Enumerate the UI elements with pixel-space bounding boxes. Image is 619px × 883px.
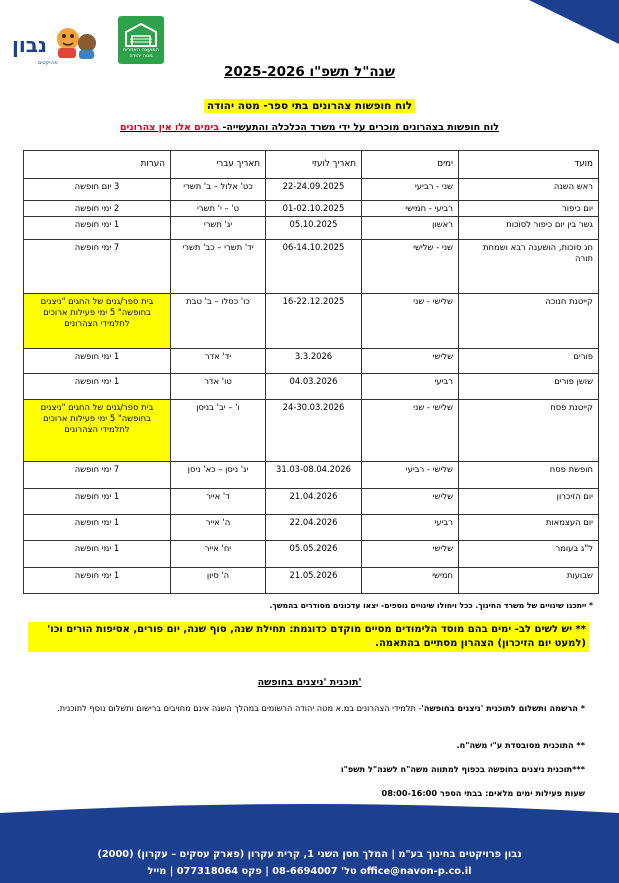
header-hebrew-date: תאריך עברי: [171, 151, 266, 179]
cell-date: 24-30.03.2026: [266, 400, 362, 462]
cell-notes: 7 ימי חופשה: [24, 240, 171, 294]
cell-occasion: קייטנת חנוכה: [459, 294, 599, 349]
subhead-red-text: בימים אלו אין צהרונים: [119, 122, 220, 133]
vacation-table: [23, 150, 599, 594]
cell-hebrew-date: ט' – י' תשרי: [171, 201, 266, 217]
cell-notes: 1 ימי חופשה: [24, 217, 171, 240]
cell-hebrew-date: טו' אדר: [171, 374, 266, 400]
header-notes: הערות: [24, 151, 171, 179]
cell-date: 31.03-08.04.2026: [266, 462, 362, 489]
subhead-text: לוח חופשות בצהרונים מוכרים על ידי משרד הכלכלה והתעשייה-: [219, 122, 500, 133]
table-row: [24, 400, 599, 462]
table-row: [24, 541, 599, 568]
table-header-row: [24, 151, 599, 179]
cell-notes: 1 ימי חופשה: [24, 374, 171, 400]
svg-text:נבון: נבון: [12, 33, 47, 57]
cell-date: 21.04.2026: [266, 489, 362, 515]
cell-notes: 1 ימי חופשה: [24, 349, 171, 374]
cell-date: 04.03.2026: [266, 374, 362, 400]
cell-date: 06-14.10.2025: [266, 240, 362, 294]
program-subsidy: ** התוכנית מסובסדת ע"י משה"ח.: [456, 740, 585, 750]
cell-hebrew-date: ה' אייר: [171, 515, 266, 541]
header-occasion: מועד: [459, 151, 599, 179]
cell-occasion: גשר בין יום כיפור לסוכות: [459, 217, 599, 240]
program-framework: ***תוכנית ניצנים בחופשה בכפוף למתווה משה"ח לשנה"ל תשפ"ו: [340, 764, 585, 774]
table-row: [24, 217, 599, 240]
cell-hebrew-date: יג' תשרי: [171, 217, 266, 240]
note-changes: * ייתכנו שינויים של משרד החינוך. ככל ויחולו שינויים נוספים- יצאו עדכונים מסודרים בהמשך.: [269, 601, 593, 610]
cell-occasion: ל"ג בעומר: [459, 541, 599, 568]
cell-occasion: ראש השנה: [459, 179, 599, 201]
cell-occasion: יום הזיכרון: [459, 489, 599, 515]
cell-hebrew-date: כט' אלול – ב' תשרי: [171, 179, 266, 201]
subtitle: [0, 94, 619, 113]
cell-occasion: יום העצמאות: [459, 515, 599, 541]
cell-notes: 7 ימי חופשה: [24, 462, 171, 489]
table-row: [24, 515, 599, 541]
footer-contact: טל' 08-6694007 | פקס 077318064 | מייל office@navon-p.co.il: [147, 866, 472, 877]
cell-occasion: חופשת פסח: [459, 462, 599, 489]
cell-occasion: יום כיפור: [459, 201, 599, 217]
header-date: תאריך לועזי: [266, 151, 362, 179]
cell-notes: 1 ימי חופשה: [24, 568, 171, 594]
table-row: [24, 568, 599, 594]
cell-date: 22-24.09.2025: [266, 179, 362, 201]
svg-text:פרויקטים: פרויקטים: [38, 60, 58, 66]
cell-date: 05.05.2026: [266, 541, 362, 568]
footer-address: נבון פרויקטים בחינוך בע"מ | המלך חסן השני 1, קרית עקרון (פארק עסקים – עקרון) (2000): [97, 849, 522, 860]
cell-days: רביעי: [362, 515, 459, 541]
cell-days: שלישי: [362, 489, 459, 515]
cell-hebrew-date: ו' – יב' בניסן: [171, 400, 266, 462]
table-row: [24, 462, 599, 489]
cell-occasion: קייטנת פסח: [459, 400, 599, 462]
cell-hebrew-date: יד' תשרי – כב' תשרי: [171, 240, 266, 294]
table-row: [24, 349, 599, 374]
cell-notes: 3 יום חופשה: [24, 179, 171, 201]
cell-days: שלישי - שני: [362, 294, 459, 349]
cell-date: 05.10.2025: [266, 217, 362, 240]
cell-notes: 1 ימי חופשה: [24, 541, 171, 568]
cell-notes: 1 ימי חופשה: [24, 515, 171, 541]
cell-days: שלישי: [362, 541, 459, 568]
note-early-finish: ** יש לשים לב- ימים בהם מוסד הלימודים מסיים מוקדם כדוגמת: תחילת שנה, סוף שנה, יום פורים, אסיפות הורים וכו' (למעט יום הזיכרון) הצהרון מסתיים בהתאמה.: [28, 622, 589, 652]
subhead: [0, 122, 619, 133]
table-body: [24, 179, 599, 594]
cell-days: שני - רביעי: [362, 179, 459, 201]
cell-date: 16-22.12.2025: [266, 294, 362, 349]
header-days: ימים: [362, 151, 459, 179]
cell-occasion: פורים: [459, 349, 599, 374]
program-registration-text: - תלמידי הצהרונים במ.א מטה יהודה הרשומים במהלך השנה אינם מחויבים ברישום ותשלום נוסף לתוכנית.: [57, 703, 422, 713]
cell-days: חמישי: [362, 568, 459, 594]
table-row: [24, 374, 599, 400]
cell-notes: בית ספר/גנים של החגים "ניצנים בחופשה" 5 ימי פעילות ארוכים לתלמידי הצהרונים: [24, 294, 171, 349]
cell-days: רביעי - חמישי: [362, 201, 459, 217]
subtitle-text: לוח חופשות צהרונים בתי ספר- מטה יהודה: [204, 99, 415, 113]
cell-days: ראשון: [362, 217, 459, 240]
program-registration: [30, 701, 585, 715]
cell-days: שלישי - שני: [362, 400, 459, 462]
table-row: [24, 201, 599, 217]
page-title: שנה"ל תשפ"ו 2025-2026: [224, 64, 395, 80]
cell-notes: 2 ימי חופשה: [24, 201, 171, 217]
cell-occasion: חג סוכות, הושענה רבא ושמחת תורה: [459, 240, 599, 294]
cell-occasion: שבועות: [459, 568, 599, 594]
footer: [0, 826, 619, 883]
cell-occasion: שושן פורים: [459, 374, 599, 400]
cell-days: שני - שלישי: [362, 240, 459, 294]
cell-date: 22.04.2026: [266, 515, 362, 541]
footer-wave: [0, 803, 619, 833]
cell-hebrew-date: יח' אייר: [171, 541, 266, 568]
table-row: [24, 179, 599, 201]
corner-decoration: [529, 0, 619, 44]
program-title: תוכנית 'ניצנים בחופשה': [257, 677, 362, 688]
cell-hebrew-date: יג' ניסן – כא' ניסן: [171, 462, 266, 489]
cell-days: שלישי - רביעי: [362, 462, 459, 489]
council-logo-text: המועצה האזורית מטה יהודה: [123, 47, 159, 59]
cell-date: 3.3.2026: [266, 349, 362, 374]
program-registration-bold: * הרשמה ותשלום לתוכנית 'ניצנים בחופשה': [421, 703, 585, 713]
table-row: [24, 489, 599, 515]
program-hours: שעות פעילות ימים מלאים: בבתי הספר 08:00-16:00: [381, 788, 585, 798]
cell-notes: בית ספר/גנים של החגים "ניצנים בחופשה" 5 ימי פעילות ארוכים לתלמידי הצהרונים: [24, 400, 171, 462]
cell-hebrew-date: ה' סיון: [171, 568, 266, 594]
navon-logo: [12, 22, 100, 66]
table-row: [24, 240, 599, 294]
cell-hebrew-date: יד' אדר: [171, 349, 266, 374]
cell-days: רביעי: [362, 374, 459, 400]
table-row: [24, 294, 599, 349]
council-logo: [118, 16, 164, 64]
cell-date: 21.05.2026: [266, 568, 362, 594]
cell-days: שלישי: [362, 349, 459, 374]
cell-hebrew-date: כו' כסלו – ב' טבת: [171, 294, 266, 349]
cell-date: 01-02.10.2025: [266, 201, 362, 217]
cell-hebrew-date: ד' אייר: [171, 489, 266, 515]
cell-notes: 1 ימי חופשה: [24, 489, 171, 515]
